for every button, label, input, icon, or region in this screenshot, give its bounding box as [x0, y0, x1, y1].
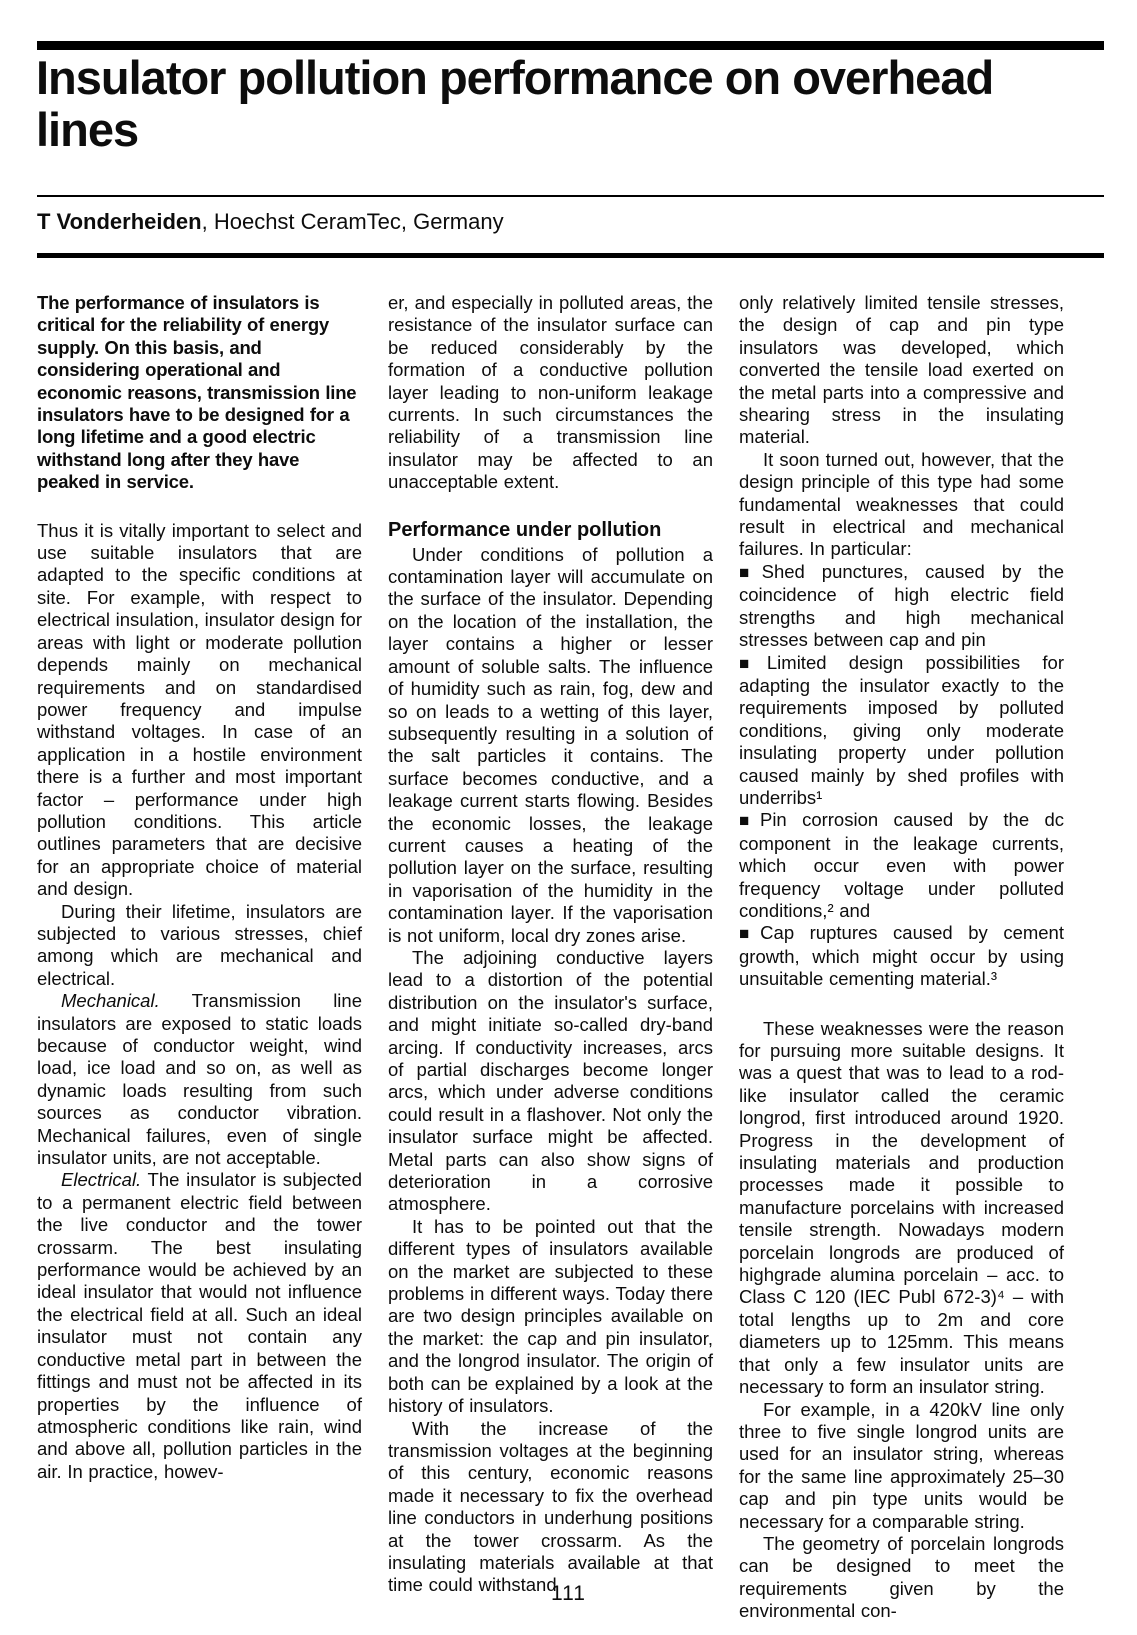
bullet-text: Limited design possibilities for adapting the insulator exactly to the requirements imposed by polluted conditions, giving only moderate insulating property under pollution caused mainly by shed profiles with underribs¹: [739, 651, 1064, 808]
paragraph-text: Transmission line insulators are exposed to static loads because of conductor weight, wind load, ice load and so on, as well as dynamic loads resulting from such sources as conductor vibration. Mechanical failures, even of single insulator units, are not acceptable.: [37, 990, 362, 1169]
byline: [37, 209, 504, 235]
paragraph-mechanical: [37, 990, 362, 1169]
paragraph: It soon turned out, however, that the design principle of this type had some fundamental weaknesses that could result in electrical and mechanical failures. In particular:: [739, 448, 1064, 560]
column-2: [388, 292, 713, 1623]
paragraph: Under conditions of pollution a contamination layer will accumulate on the surface of the insulator. Depending on the location of the installation, the layer contains a higher or lesser amount of soluble salts. The influence of humidity such as rain, fog, dew and so on leads to a wetting of this layer, subsequently resulting in a solution of the salt particles it contains. The surface becomes conductive, and a leakage current starts flowing. Besides the economic losses, the leakage current causes a heating of the pollution layer on the surface, resulting in vaporisation of the humidity in the contamination layer. If the vaporisation is not uniform, local dry zones arise.: [388, 543, 713, 946]
bullet-item: [739, 809, 1064, 922]
bullet-square-icon: ■: [739, 924, 761, 944]
paragraph: During their lifetime, insulators are subjected to various stresses, chief among which are mechanical and electrical.: [37, 900, 362, 989]
author-name: T Vonderheiden: [37, 209, 202, 234]
paragraph: It has to be pointed out that the different types of insulators available on the market are subjected to these problems in different ways. Today there are two design principles available on the market: the cap and pin insulator, and the longrod insulator. The origin of both can be explained by a look at the history of insulators.: [388, 1215, 713, 1417]
paragraph: These weaknesses were the reason for pursuing more suitable designs. It was a quest that was to lead to a rod-like insulator called the ceramic longrod, first introduced around 1920. Progress in the development of insulating materials and production processes made it possible to manufacture porcelains with increased tensile strength. Nowadays modern porcelain longrods are produced of highgrade alumina porcelain – acc. to Class C 120 (IEC Publ 672-3)⁴ – with total lengths up to 2m and core diameters up to 125mm. This means that only a few insulator units are necessary to form an insulator string.: [739, 1017, 1064, 1398]
paragraph: For example, in a 420kV line only three to five single longrod units are used for an insulator string, whereas for the same line approximately 25–30 cap and pin type units would be necessary for a comparable string.: [739, 1398, 1064, 1532]
paragraph: only relatively limited tensile stresses, the design of cap and pin type insulators was developed, which converted the tensile load exerted on the metal parts into a compressive and shearing stress in the insulating material.: [739, 292, 1064, 448]
paragraph-electrical: [37, 1169, 362, 1483]
paragraph-lead-word: Electrical.: [61, 1169, 142, 1191]
bullet-square-icon: ■: [739, 562, 762, 582]
paragraph: The adjoining conductive layers lead to a distortion of the potential distribution on the insulator's surface, and might initiate so-called dry-band arcing. If conductivity increases, arcs of partial discharges become longer arcs, which under adverse conditions could result in a flashover. Not only the insulator surface might be affected. Metal parts can also show signs of deterioration in a corrosive atmosphere.: [388, 946, 713, 1215]
bullet-square-icon: ■: [739, 811, 760, 831]
author-affiliation: , Hoechst CeramTec, Germany: [201, 209, 504, 234]
paragraph: er, and especially in polluted areas, the resistance of the insulator surface can be reduced considerably by the formation of a conductive pollution layer leading to non-uniform leakage currents. In such circumstances the reliability of a transmission line insulator may be affected to an unacceptable extent.: [388, 292, 713, 493]
bullet-text: Pin corrosion caused by the dc component in the leakage currents, which occur even with power frequency voltage under polluted conditions,² and: [739, 809, 1064, 921]
section-heading: Performance under pollution: [388, 518, 662, 541]
page-title: Insulator pollution performance on overhead lines: [36, 51, 994, 156]
bullet-text: Cap ruptures caused by cement growth, which might occur by using unsuitable cementing material.³: [739, 922, 1064, 990]
bullet-item: [739, 652, 1064, 810]
lead-paragraph: The performance of insulators is critical for the reliability of energy supply. On this basis, and considering operational and economic reasons, transmission line insulators have to be designed for a long lifetime and a good electric withstand long after they have peaked in service.: [37, 292, 357, 493]
article-body: [37, 292, 1064, 1623]
paragraph: The geometry of porcelain longrods can be designed to meet the requirements given by the environmental con-: [739, 1532, 1064, 1622]
paragraph: Thus it is vitally important to select and use suitable insulators that are adapted to the specific conditions at site. For example, with respect to electrical insulation, insulator design for areas with light or moderate pollution depends mainly on mechanical requirements and on standardised power frequency and impulse withstand voltages. In case of an application in a hostile environment there is a further and most important factor – performance under high pollution conditions. This article outlines parameters that are decisive for an appropriate choice of material and design.: [37, 519, 362, 900]
column-3: [739, 292, 1064, 1623]
bullet-item: [739, 922, 1064, 990]
top-rule: [37, 41, 1104, 50]
paragraph: With the increase of the transmission voltages at the beginning of this century, economic reasons made it necessary to fix the overhead line conductors in underhung positions at the tower crossarm. As the insulating materials available at that time could withstand: [388, 1417, 713, 1596]
paragraph-lead-word: Mechanical.: [61, 990, 160, 1012]
byline-top-rule: [37, 195, 1104, 197]
bullet-text: Shed punctures, caused by the coincidence of high electric field strengths and high mechanical stresses between cap and pin: [739, 560, 1064, 651]
column-1: [37, 292, 362, 1623]
page-number: 111: [551, 1582, 586, 1605]
bullet-square-icon: ■: [739, 653, 767, 673]
bullet-item: [739, 561, 1064, 652]
paragraph-text: The insulator is subjected to a permanent electric field between the live conductor and the tower crossarm. The best insulating performance would be achieved by an ideal insulator that would not influence the electrical field at all. Such an ideal insulator must not contain any conductive metal part in between the fittings and must not be affected in its properties by the influence of atmospheric conditions like rain, wind and above all, pollution particles in the air. In practice, howev-: [37, 1169, 362, 1482]
byline-bottom-rule: [37, 253, 1104, 258]
